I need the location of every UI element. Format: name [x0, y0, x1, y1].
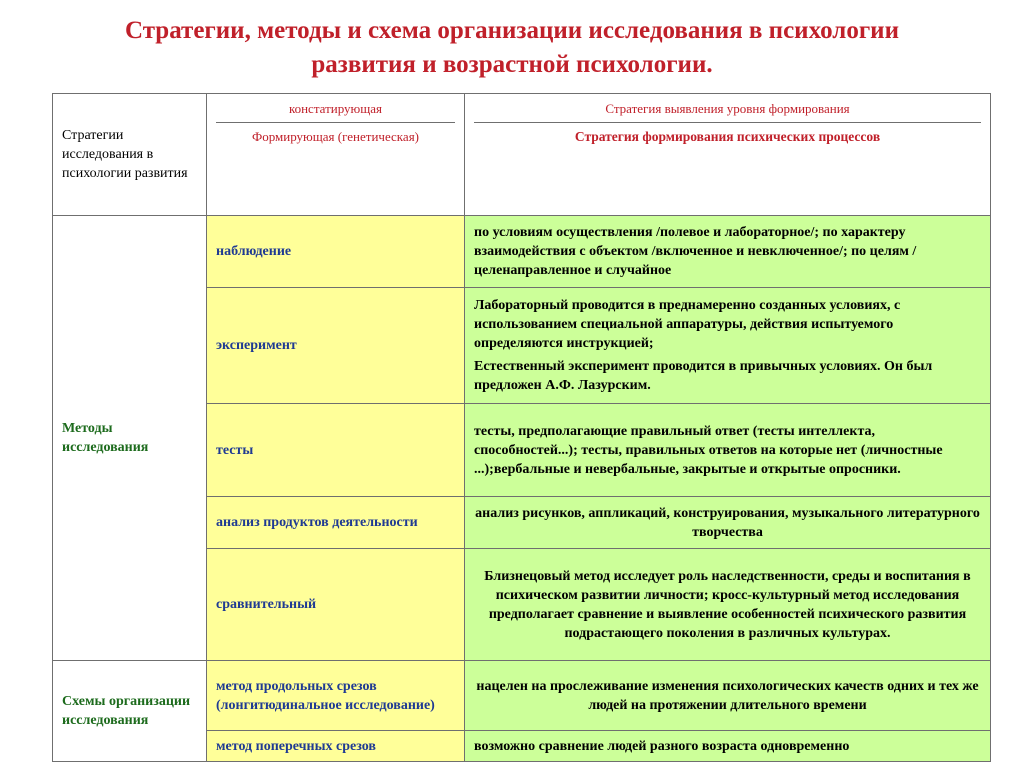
page-title: [0, 14, 1024, 82]
method-name: метод продольных срезов (лонгитюдинальное исследование): [207, 661, 465, 731]
header-strategy-level: Стратегия выявления уровня формирования: [474, 96, 981, 123]
header-forming: Формирующая (генетическая): [251, 129, 420, 144]
section-schemes: Схемы организации исследования: [53, 661, 207, 762]
method-description: нацелен на прослеживание изменения психологических качеств одних и тех же людей на протяжении длительного времени: [465, 661, 991, 731]
method-description: по условиям осуществления /полевое и лабораторное/; по характеру взаимодействия с объектом /включенное и невключенное/; по целям /целенаправленное и случайное: [465, 216, 991, 288]
method-description: тесты, предполагающие правильный ответ (тесты интеллекта, способностей...); тесты, правильных ответов на которые нет (личностные ...);вербальные и невербальные, закрытые и открытые опросники.: [465, 404, 991, 497]
header-right-cell: [465, 94, 991, 216]
title-line-1: Стратегии, методы и схема организации исследования в психологии: [124, 17, 899, 44]
method-name: тесты: [207, 404, 465, 497]
method-description: анализ рисунков, аппликаций, конструирования, музыкального литературного творчества: [465, 497, 991, 549]
method-name: метод поперечных срезов: [207, 731, 465, 762]
experiment-lab-text: Лабораторный проводится в преднамеренно созданных условиях, с использованием специальной аппаратуры, действия испытуемого определяются инструкцией;: [474, 298, 901, 351]
method-name: наблюдение: [207, 216, 465, 288]
table-row: [53, 661, 991, 731]
header-strategy-forming: Стратегия формирования психических процессов: [574, 129, 881, 144]
table-header-row: [53, 94, 991, 216]
method-description: возможно сравнение людей разного возраста одновременно: [465, 731, 991, 762]
experiment-natural-text: Естественный эксперимент проводится в привычных условиях. Он был предложен А.Ф. Лазурским.: [474, 359, 933, 393]
title-line-2: развития и возрастной психологии.: [311, 51, 713, 78]
header-left-label: Стратегии исследования в психологии развития: [53, 94, 207, 216]
header-middle-cell: [207, 94, 465, 216]
method-name: эксперимент: [207, 288, 465, 404]
method-name: анализ продуктов деятельности: [207, 497, 465, 549]
method-description: [465, 288, 991, 404]
section-methods: Методы исследования: [53, 216, 207, 661]
header-constating: констатирующая: [216, 96, 455, 123]
strategies-table: [52, 93, 991, 762]
method-name: сравнительный: [207, 549, 465, 661]
table-row: [53, 216, 991, 288]
method-description: Близнецовый метод исследует роль наследственности, среды и воспитания в психическом развитии личности; кросс-культурный метод исследования предполагает сравнение и выявление особенностей психического развития подрастающего поколения в различных культурах.: [465, 549, 991, 661]
